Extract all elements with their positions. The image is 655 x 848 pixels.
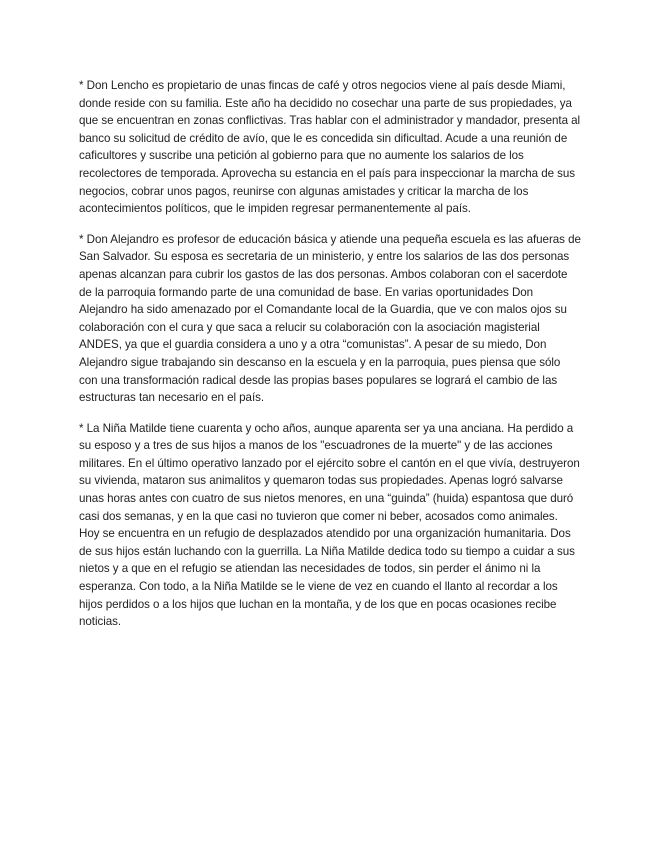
document-page <box>79 77 581 644</box>
paragraph-nina-matilde: * La Niña Matilde tiene cuarenta y ocho años, aunque aparenta ser ya una anciana. Ha perdido a su esposo y a tres de sus hijos a manos de los "escuadrones de la muerte" y de las acciones militares. En el último operativo lanzado por el ejército sobre el cantón en el que vivía, destruyeron su vivienda, mataron sus animalitos y quemaron todas sus propiedades. Apenas logró salvarse unas horas antes con cuatro de sus nietos menores, en una “guinda” (huida) espantosa que duró casi dos semanas, y en la que casi no tuvieron que comer ni beber, acosados como animales. Hoy se encuentra en un refugio de desplazados atendido por una organización humanitaria. Dos de sus hijos están luchando con la guerrilla. La Niña Matilde dedica todo su tiempo a cuidar a sus nietos y a que en el refugio se atiendan las necesidades de todos, sin perder el ánimo ni la esperanza. Con todo, a la Niña Matilde se le viene de vez en cuando el llanto al recordar a los hijos perdidos o a los hijos que luchan en la montaña, y de los que en pocas ocasiones recibe noticias. <box>79 421 580 629</box>
paragraph-don-lencho: * Don Lencho es propietario de unas fincas de café y otros negocios viene al país desde Miami, donde reside con su familia. Este año ha decidido no cosechar una parte de sus propiedades, ya que se encuentran en zonas conflictivas. Tras hablar con el administrador y mandador, presenta al banco su solicitud de crédito de avío, que le es concedida sin dificultad. Acude a una reunión de caficultores y suscribe una petición al gobierno para que no aumente los salarios de los recolectores de temporada. Aprovecha su estancia en el país para inspeccionar la marcha de sus negocios, cobrar unos pagos, reunirse con algunas amistades y criticar la marcha de los acontecimientos políticos, que le impiden regresar permanentemente al país. <box>79 79 581 216</box>
paragraph-don-alejandro: * Don Alejandro es profesor de educación básica y atiende una pequeña escuela es las afueras de San Salvador. Su esposa es secretaria de un ministerio, y entre los salarios de las dos personas apenas alcanzan para cubrir los gastos de las dos personas. Ambos colaboran con el sacerdote de la parroquia formando parte de una comunidad de base. En varias oportunidades Don Alejandro ha sido amenazado por el Comandante local de la Guardia, que ve con malos ojos su colaboración con el cura y que saca a relucir su colaboración con la asociación magisterial ANDES, ya que el guardia considera a uno y a otra “comunistas”. A pesar de su miedo, Don Alejandro sigue trabajando sin descanso en la escuela y en la parroquia, pues piensa que sólo con una transformación radical desde las propias bases populares se logrará el cambio de las estructuras tan necesario en el país. <box>79 232 581 405</box>
